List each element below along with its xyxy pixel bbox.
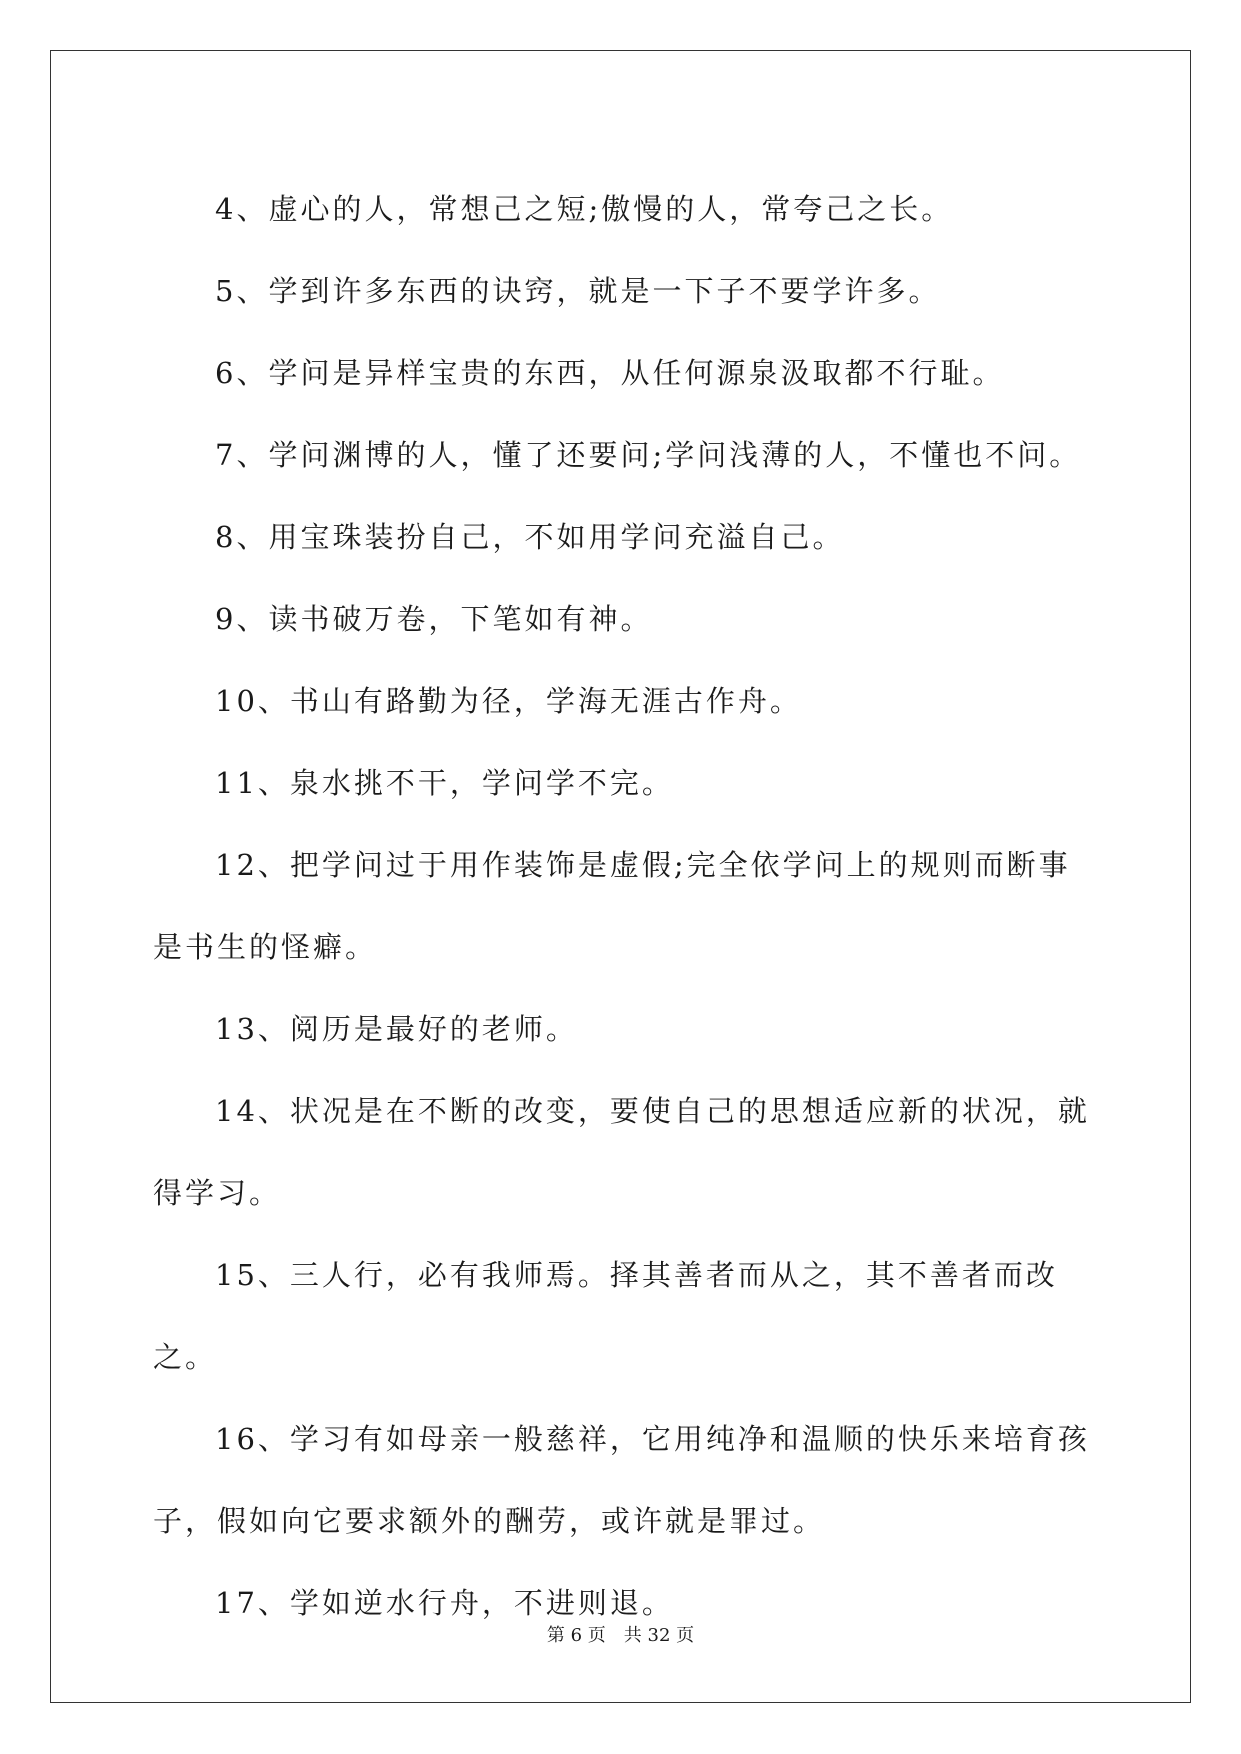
quote-paragraph: 13、阅历是最好的老师。 <box>215 1012 578 1046</box>
quote-paragraph: 15、三人行，必有我师焉。择其善者而从之，其不善者而改之。 <box>153 1258 1058 1374</box>
quote-paragraph: 12、把学问过于用作装饰是虚假;完全依学问上的规则而断事是书生的怪癖。 <box>153 848 1071 964</box>
page-number: 第 6 页 共 32 页 <box>546 1625 695 1646</box>
quote-paragraph: 9、读书破万卷，下笔如有神。 <box>215 602 653 636</box>
page-footer <box>0 1621 1241 1647</box>
quote-paragraph: 14、状况是在不断的改变，要使自己的思想适应新的状况，就得学习。 <box>153 1094 1090 1210</box>
quote-paragraph: 6、学问是异样宝贵的东西，从任何源泉汲取都不行耻。 <box>215 356 1005 390</box>
quote-paragraph: 5、学到许多东西的诀窍，就是一下子不要学许多。 <box>215 274 941 308</box>
quote-paragraph: 17、学如逆水行舟，不进则退。 <box>215 1586 674 1620</box>
quote-paragraph: 16、学习有如母亲一般慈祥，它用纯净和温顺的快乐来培育孩子，假如向它要求额外的酬劳，或许就是罪过。 <box>153 1422 1090 1538</box>
quote-paragraph: 4、虚心的人，常想己之短;傲慢的人，常夸己之长。 <box>215 192 954 226</box>
document-body <box>153 168 1093 1644</box>
quote-paragraph: 10、书山有路勤为径，学海无涯古作舟。 <box>215 684 802 718</box>
quote-paragraph: 8、用宝珠装扮自己，不如用学问充溢自己。 <box>215 520 845 554</box>
quote-paragraph: 7、学问渊博的人，懂了还要问;学问浅薄的人，不懂也不问。 <box>215 438 1082 472</box>
quote-paragraph: 11、泉水挑不干，学问学不完。 <box>215 766 674 800</box>
